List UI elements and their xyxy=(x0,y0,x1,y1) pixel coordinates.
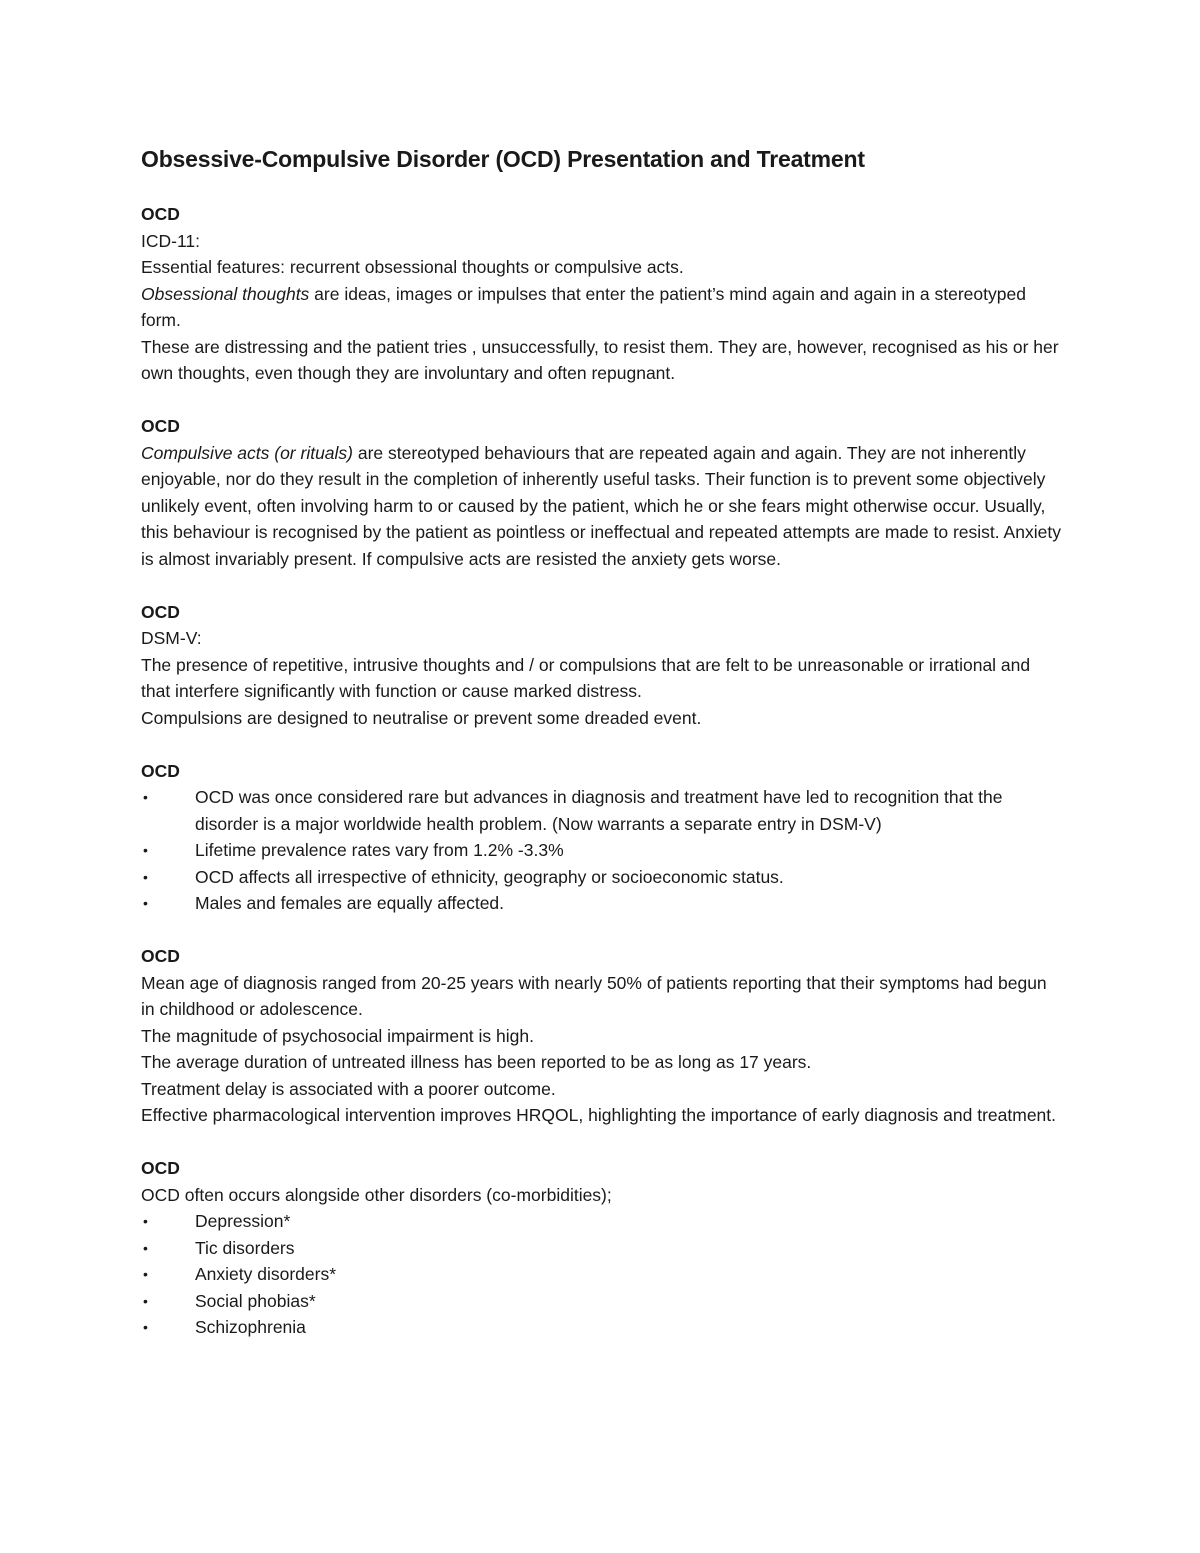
document-page xyxy=(141,143,1061,1367)
bullet-icon: • xyxy=(143,1292,148,1309)
list-item xyxy=(141,864,1061,891)
emphasis-term: Obsessional thoughts xyxy=(141,283,310,304)
bullet-icon: • xyxy=(143,868,148,885)
section-heading: OCD xyxy=(141,1158,180,1178)
section-label: DSM-V: xyxy=(141,628,202,648)
bullet-icon: • xyxy=(143,842,148,858)
bullet-icon: • xyxy=(143,895,148,911)
list-item xyxy=(141,1261,1061,1288)
document-title: Obsessive-Compulsive Disorder (OCD) Presentation and Treatment xyxy=(141,146,865,172)
section-age-outcome xyxy=(141,943,1061,1129)
bullet-list xyxy=(141,1208,1061,1341)
list-item-text: Lifetime prevalence rates vary from 1.2% -3.3% xyxy=(195,840,564,860)
paragraph: The presence of repetitive, intrusive thoughts and / or compulsions that are felt to be unreasonable or irrational and that interfere significantly with function or cause marked distress. xyxy=(141,654,1031,701)
list-item-text: OCD affects all irrespective of ethnicity, geography or socioeconomic status. xyxy=(195,866,784,887)
paragraph: Essential features: recurrent obsessional thoughts or compulsive acts. xyxy=(141,257,684,277)
paragraph: The average duration of untreated illness has been reported to be as long as 17 years. xyxy=(141,1052,812,1072)
bullet-icon: • xyxy=(143,1319,148,1335)
list-item xyxy=(141,1208,1061,1235)
paragraph xyxy=(141,440,1061,573)
list-item-text: Tic disorders xyxy=(195,1237,295,1258)
paragraph: The magnitude of psychosocial impairment is high. xyxy=(141,1025,534,1046)
paragraph: These are distressing and the patient tries , unsuccessfully, to resist them. They are, however, recognised as his or her own thoughts, even though they are involuntary and often repugnant. xyxy=(141,336,1059,383)
emphasis-term: Compulsive acts (or rituals) xyxy=(141,442,353,463)
list-item-text: Schizophrenia xyxy=(195,1317,306,1337)
paragraph: Mean age of diagnosis ranged from 20-25 years with nearly 50% of patients reporting that their symptoms had begun in childhood or adolescence. xyxy=(141,972,1047,1019)
section-heading: OCD xyxy=(141,601,180,622)
list-item xyxy=(141,1235,1061,1262)
section-heading: OCD xyxy=(141,946,180,966)
bullet-icon: • xyxy=(143,1266,148,1282)
list-item xyxy=(141,890,1061,917)
paragraph: OCD often occurs alongside other disorders (co-morbidities); xyxy=(141,1184,612,1205)
list-item xyxy=(141,1314,1061,1341)
section-heading: OCD xyxy=(141,204,180,224)
paragraph: Compulsions are designed to neutralise or prevent some dreaded event. xyxy=(141,707,702,728)
paragraph: Effective pharmacological intervention improves HRQOL, highlighting the importance of early diagnosis and treatment. xyxy=(141,1105,1057,1125)
section-heading: OCD xyxy=(141,760,180,781)
list-item-text: Social phobias* xyxy=(195,1290,316,1311)
section-heading: OCD xyxy=(141,416,180,436)
list-item-text: OCD was once considered rare but advances in diagnosis and treatment have led to recognition that the disorder is a major worldwide health problem. (Now warrants a separate entry in DSM-V) xyxy=(195,787,1003,834)
bullet-icon: • xyxy=(143,1239,148,1256)
section-comorbidities xyxy=(141,1155,1061,1341)
section-icd11 xyxy=(141,201,1061,387)
bullet-icon: • xyxy=(143,789,148,805)
paragraph-text: are stereotyped behaviours that are repeated again and again. They are not inherently enjoyable, nor do they result in the completion of inherently useful tasks. Their function is to prevent some objectively unlikely event, often involving harm to or caused by the patient, which he or she fears might otherwise occur. Usually, this behaviour is recognised by the patient as pointless or ineffectual and repeated attempts are made to resist. Anxiety is almost invariably present. If compulsive acts are resisted the anxiety gets worse. xyxy=(141,442,1061,569)
list-item-text: Males and females are equally affected. xyxy=(195,893,505,913)
list-item xyxy=(141,837,1061,864)
paragraph xyxy=(141,281,1061,334)
paragraph: Treatment delay is associated with a poorer outcome. xyxy=(141,1078,556,1099)
list-item xyxy=(141,784,1061,837)
list-item-text: Anxiety disorders* xyxy=(195,1264,337,1284)
section-label: ICD-11: xyxy=(141,230,200,251)
list-item-text: Depression* xyxy=(195,1211,291,1231)
section-prevalence xyxy=(141,758,1061,917)
paragraph-text: are ideas, images or impulses that enter the patient’s mind again and again in a stereotyped form. xyxy=(141,283,1026,330)
bullet-icon: • xyxy=(143,1213,148,1229)
section-dsm5 xyxy=(141,599,1061,732)
bullet-list xyxy=(141,784,1061,917)
section-compulsive-acts xyxy=(141,413,1061,572)
list-item xyxy=(141,1288,1061,1315)
